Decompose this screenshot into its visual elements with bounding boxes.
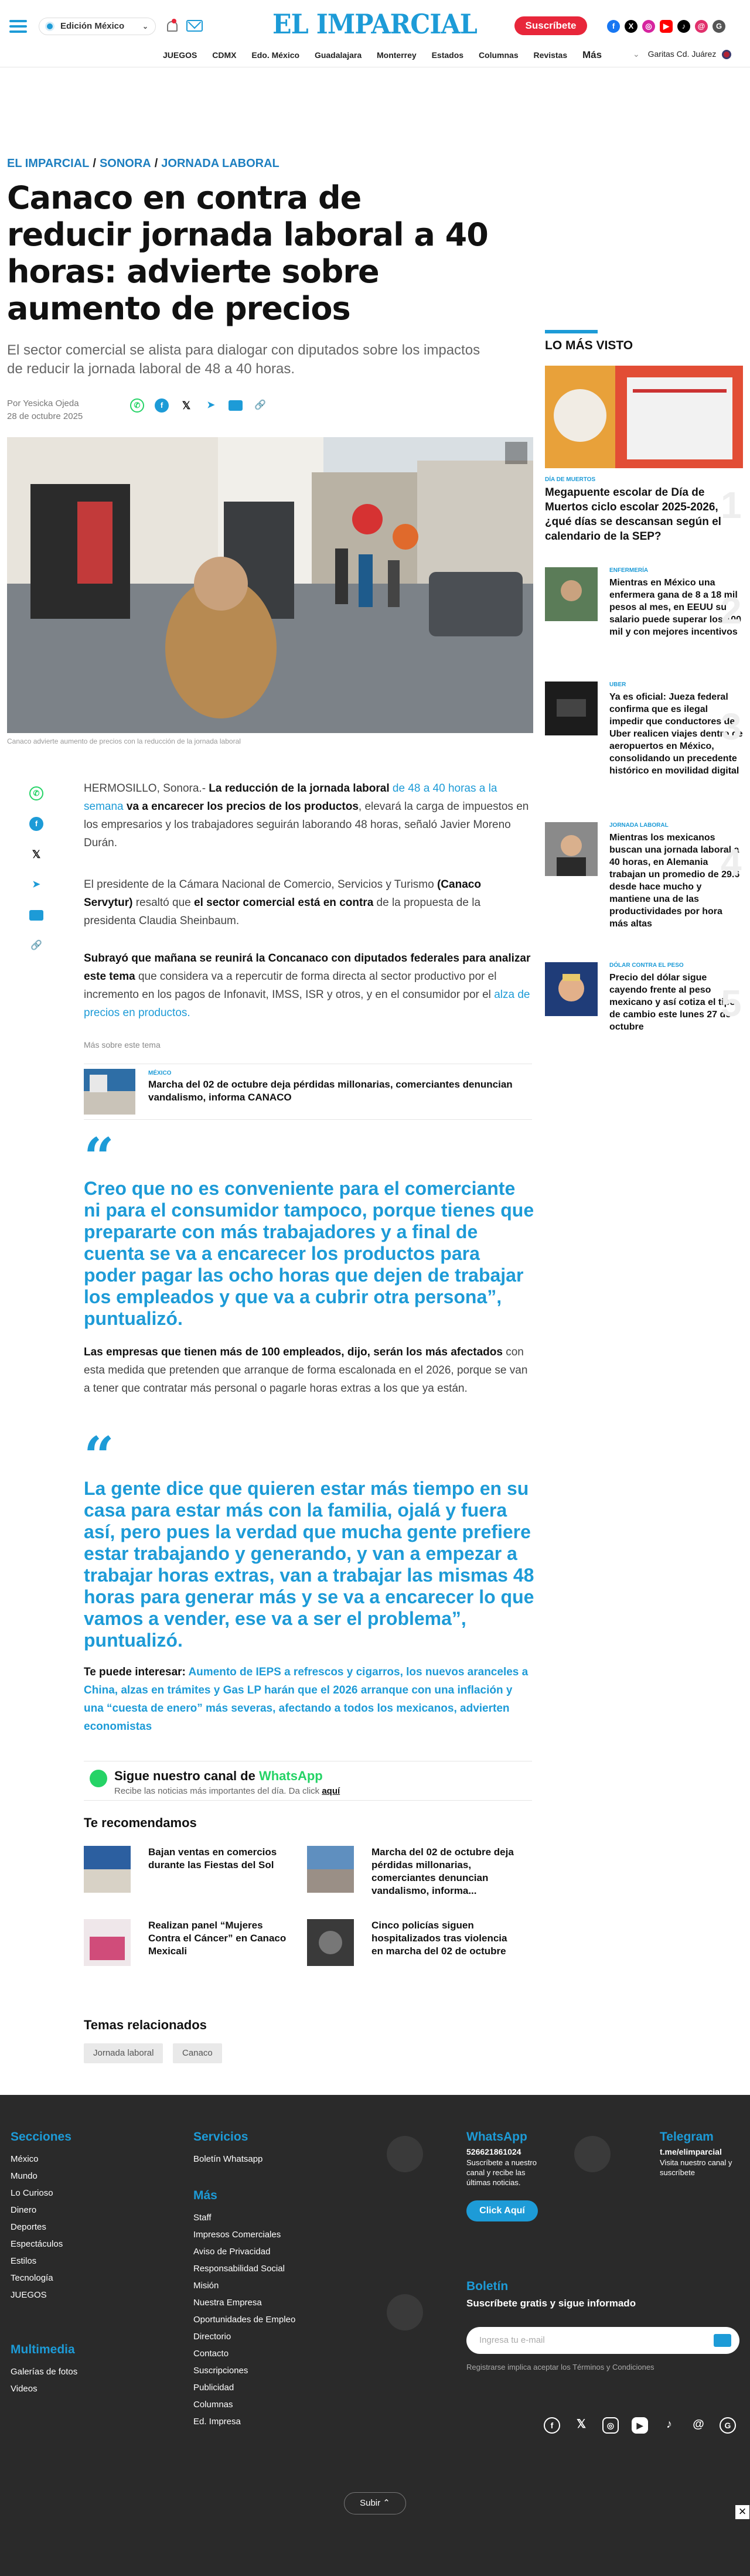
related-title[interactable]: Marcha del 02 de octubre deja pérdidas millonarias, comerciantes denuncian vandalismo, informa CANACO bbox=[148, 1079, 513, 1103]
interest-label: Te puede interesar: bbox=[84, 1666, 189, 1678]
telegram-icon bbox=[574, 2136, 611, 2172]
most-viewed-top-image[interactable] bbox=[545, 366, 743, 468]
footer-link[interactable]: Estilos bbox=[11, 2256, 37, 2266]
footer-secciones-list bbox=[11, 2151, 63, 2304]
byline bbox=[7, 397, 83, 423]
footer-link[interactable]: Contacto bbox=[193, 2349, 229, 2359]
related-tag: MÉXICO bbox=[148, 1070, 172, 1076]
most-viewed-tag: JORNADA LABORAL bbox=[609, 822, 669, 829]
newsletter-mail-icon[interactable] bbox=[186, 20, 203, 32]
most-viewed-thumbnail bbox=[545, 682, 598, 735]
flag-icon bbox=[722, 50, 731, 59]
whatsapp-brand-text: WhatsApp bbox=[258, 1769, 323, 1783]
nav-item-edo-mexico[interactable]: Edo. México bbox=[251, 50, 300, 60]
recommend-thumbnail bbox=[307, 1846, 354, 1893]
x-icon[interactable]: 𝕏 bbox=[576, 2418, 587, 2431]
author[interactable]: Por Yesicka Ojeda bbox=[7, 398, 79, 408]
email-share-icon[interactable] bbox=[29, 910, 43, 921]
rank-number: 1 bbox=[721, 484, 742, 526]
nav-item-mas[interactable]: Más bbox=[582, 49, 602, 60]
recommend-item[interactable] bbox=[307, 1919, 518, 1972]
menu-icon[interactable] bbox=[9, 20, 27, 33]
whatsapp-title bbox=[114, 1769, 323, 1784]
chevron-down-icon: ⌄ bbox=[633, 49, 640, 59]
footer-telegram-heading: Telegram bbox=[660, 2130, 714, 2144]
back-to-top-label: Subir bbox=[360, 2498, 381, 2508]
photo-caption: Canaco advierte aumento de precios con la reducción de la jornada laboral bbox=[7, 737, 241, 745]
threads-icon[interactable]: @ bbox=[693, 2418, 704, 2431]
section-accent-bar bbox=[545, 330, 598, 333]
copy-link-icon[interactable]: 🔗 bbox=[29, 939, 43, 953]
footer-link[interactable]: Deportes bbox=[11, 2222, 46, 2232]
whatsapp-text: Suscríbete a nuestro canal y recibe las últimas noticias. bbox=[466, 2158, 537, 2187]
whatsapp-number[interactable]: 526621861024 bbox=[466, 2147, 521, 2156]
footer-link[interactable]: Mundo bbox=[11, 2171, 38, 2181]
email-placeholder: Ingresa tu e-mail bbox=[479, 2335, 545, 2345]
article-photo[interactable] bbox=[7, 437, 533, 733]
instagram-icon[interactable]: ◎ bbox=[642, 20, 655, 33]
nav-item-cdmx[interactable]: CDMX bbox=[212, 50, 237, 60]
weather-label: Garitas Cd. Juárez bbox=[647, 49, 717, 59]
footer-link[interactable]: Directorio bbox=[193, 2332, 231, 2342]
footer-link[interactable]: Staff bbox=[193, 2213, 212, 2223]
bold-text: el sector comercial está en contra bbox=[194, 897, 374, 909]
footer-servicios-heading: Servicios bbox=[193, 2130, 248, 2144]
paragraph-1 bbox=[84, 779, 532, 852]
breadcrumb-jornada-laboral[interactable]: JORNADA LABORAL bbox=[161, 157, 279, 170]
most-viewed-top-tag: DÍA DE MUERTOS bbox=[545, 476, 596, 483]
most-viewed-title[interactable]: Ya es oficial: Jueza federal confirma que es ilegal impedir que conductores de Uber realicen viajes dentro de aeropuertos en México, consolidando un precedente histórico en movilidad digital bbox=[609, 692, 743, 776]
site-logo[interactable]: EL IMPARCIAL bbox=[272, 8, 477, 40]
bold-text: Subrayó que mañana se reunirá la Concanaco con diputados federales para analizar este tema bbox=[84, 952, 531, 983]
youtube-icon[interactable]: ▶ bbox=[660, 20, 673, 33]
edition-selector[interactable] bbox=[39, 18, 156, 35]
facebook-share-icon[interactable]: f bbox=[29, 817, 43, 831]
footer-link[interactable]: Oportunidades de Empleo bbox=[193, 2315, 296, 2325]
footer-link[interactable]: Columnas bbox=[193, 2400, 233, 2410]
footer-link[interactable]: México bbox=[11, 2154, 39, 2164]
instagram-icon[interactable]: ◎ bbox=[602, 2417, 619, 2434]
footer-mas-heading: Más bbox=[193, 2189, 217, 2202]
most-viewed-tag: DÓLAR CONTRA EL PESO bbox=[609, 962, 684, 969]
paragraph-text: con esta medida que pretenden que arranque de forma escalonada en el 2026, porque se van a tener que contratar más personal o pagarle horas extras a los que ya están. bbox=[84, 1346, 528, 1395]
footer-link[interactable]: Espectáculos bbox=[11, 2239, 63, 2249]
recommend-thumbnail bbox=[84, 1919, 131, 1966]
paragraph-text: que considera va a repercutir de forma directa al sector productivo por el incremento en los pagos de Infonavit, IMSS, ISR y otros, y en el consumidor por el bbox=[84, 970, 497, 1001]
whatsapp-share-icon[interactable]: ✆ bbox=[29, 786, 43, 800]
footer-link[interactable]: JUEGOS bbox=[11, 2290, 47, 2300]
bold-text: (Canaco Servytur) bbox=[84, 878, 481, 909]
whatsapp-click-button[interactable]: Click Aquí bbox=[466, 2200, 538, 2221]
whatsapp-share-icon[interactable]: ✆ bbox=[130, 398, 144, 413]
inline-link[interactable]: alza de precios en productos. bbox=[84, 989, 530, 1019]
email-share-icon[interactable] bbox=[229, 400, 243, 411]
paragraph-3 bbox=[84, 949, 532, 1022]
copy-link-icon[interactable]: 🔗 bbox=[253, 398, 267, 413]
footer-multimedia-heading: Multimedia bbox=[11, 2343, 75, 2356]
bold-text: va a encarecer los precios de los productos bbox=[123, 800, 359, 813]
whatsapp-title-text: Sigue nuestro canal de bbox=[114, 1769, 259, 1783]
footer-boletin-heading: Boletín bbox=[466, 2279, 509, 2293]
facebook-icon[interactable]: f bbox=[544, 2417, 560, 2434]
related-thumbnail bbox=[84, 1069, 135, 1115]
recommend-thumbnail bbox=[307, 1919, 354, 1966]
terms-text[interactable]: Registrarse implica aceptar los Términos y Condiciones bbox=[466, 2363, 654, 2371]
paragraph-text: resaltó que bbox=[132, 897, 194, 909]
recommend-item[interactable] bbox=[84, 1846, 295, 1899]
dateline: HERMOSILLO, Sonora.- bbox=[84, 782, 209, 795]
whatsapp-icon bbox=[90, 1770, 107, 1787]
back-to-top-button[interactable]: Subir ⌃ bbox=[344, 2492, 406, 2514]
recommend-item[interactable] bbox=[84, 1919, 295, 1972]
inline-link[interactable]: de 48 a 40 horas a la semana bbox=[84, 782, 497, 813]
footer-secciones-heading: Secciones bbox=[11, 2130, 71, 2144]
publish-date: 28 de octubre 2025 bbox=[7, 411, 83, 421]
recommend-title[interactable]: Cinco policías siguen hospitalizados tras violencia en marcha del 02 de octubre bbox=[371, 1920, 507, 1957]
site-header bbox=[0, 0, 750, 67]
x-share-icon[interactable]: 𝕏 bbox=[29, 847, 43, 861]
most-viewed-tag: ENFERMERÍA bbox=[609, 567, 649, 574]
rank-number: 3 bbox=[721, 706, 742, 748]
interest-link[interactable]: Aumento de IEPS a refrescos y cigarros, los nuevos aranceles a China, alzas en trámites y Gas LP harán que el 2026 arranque con una inflación y una “cuesta de enero” más severas, afectando a todos los mexicanos, advierten economistas bbox=[84, 1666, 529, 1733]
rank-number: 4 bbox=[721, 841, 742, 884]
paragraph-text: El presidente de la Cámara Nacional de Comercio, Servicios y Turismo bbox=[84, 878, 437, 891]
recommend-item[interactable] bbox=[307, 1846, 518, 1899]
x-share-icon[interactable]: 𝕏 bbox=[179, 398, 193, 413]
nav-item-juegos[interactable]: JUEGOS bbox=[163, 50, 197, 60]
close-ad-button[interactable]: × bbox=[735, 2505, 749, 2519]
mail-icon bbox=[387, 2294, 423, 2330]
whatsapp-click-link[interactable]: aquí bbox=[322, 1786, 340, 1796]
paragraph-2 bbox=[84, 875, 532, 930]
most-viewed-heading: LO MÁS VISTO bbox=[545, 339, 633, 352]
paragraph-text: de la propuesta de la presidenta Claudia Sheinbaum. bbox=[84, 897, 481, 927]
most-viewed-thumbnail bbox=[545, 962, 598, 1016]
footer-link[interactable]: Responsabilidad Social bbox=[193, 2264, 285, 2274]
google-news-icon[interactable]: G bbox=[720, 2417, 736, 2434]
article-summary: El sector comercial se alista para dialogar con diputados sobre los impactos de reducir la jornada laboral de 48 a 40 horas. bbox=[7, 342, 480, 377]
google-news-icon[interactable]: G bbox=[712, 20, 725, 33]
most-viewed-tag: UBER bbox=[609, 682, 626, 688]
facebook-icon[interactable]: f bbox=[607, 20, 620, 33]
topic-tag[interactable]: Jornada laboral bbox=[84, 2043, 163, 2063]
nav-item-monterrey[interactable]: Monterrey bbox=[377, 50, 417, 60]
telegram-handle[interactable]: t.me/elimparcial bbox=[660, 2147, 722, 2156]
facebook-share-icon[interactable]: f bbox=[155, 398, 169, 413]
most-viewed-thumbnail bbox=[545, 567, 598, 621]
paragraph-text: , elevará la carga de impuestos en los empresarios y los trabajadores seguirán laborando 48 horas, señaló Javier Moreno Durán. bbox=[84, 800, 529, 849]
pull-quote-1: Creo que no es conveniente para el comerciante ni para el consumidor tampoco, porque tienes que prepararte con más trabajadores y a final de cuenta se va a encarecer los productos para poder pagar las ocho horas que dejen de trabajar los empleados y que va a cubrir otra persona”, puntualizó. bbox=[84, 1178, 534, 1329]
telegram-share-icon[interactable]: ➤ bbox=[29, 878, 43, 892]
quote-icon: “ bbox=[84, 1425, 114, 1487]
footer-link[interactable]: Nuestra Empresa bbox=[193, 2298, 262, 2308]
x-icon[interactable]: X bbox=[625, 20, 638, 33]
tiktok-icon[interactable]: ♪ bbox=[677, 20, 690, 33]
most-viewed-top-title[interactable]: Megapuente escolar de Día de Muertos ciclo escolar 2025-2026, ¿qué días se descansan según el calendario de la SEP? bbox=[545, 486, 721, 543]
footer-link[interactable]: Publicidad bbox=[193, 2383, 234, 2393]
interest-paragraph bbox=[84, 1663, 532, 1736]
nav-item-estados[interactable]: Estados bbox=[431, 50, 464, 60]
most-viewed-title[interactable]: Mientras los mexicanos buscan una jornada laboral a 40 horas, en Alemania trabajan un promedio de 29.6 desde hace mucho y mantiene una de las productividades por hora más altas bbox=[609, 833, 740, 929]
pull-quote-2: La gente dice que quieren estar más tiempo en su casa para estar más con la familia, ojalá y fuera así, pero pues la verdad que mucha gente prefiere estar trabajando y generando, y van a empezar a trabajar horas extras, van a trabajar las mismas 48 horas para generar más y se va a encarecer lo que vamos a vender, ese va a ser el problema”, puntualizó. bbox=[84, 1478, 534, 1651]
whatsapp-sub bbox=[114, 1786, 340, 1796]
more-about-label: Más sobre este tema bbox=[84, 1040, 161, 1050]
topic-tag[interactable]: Canaco bbox=[173, 2043, 222, 2063]
youtube-icon[interactable]: ▶ bbox=[632, 2417, 648, 2434]
breadcrumb-home[interactable]: EL IMPARCIAL bbox=[7, 157, 90, 170]
footer-link[interactable]: Lo Curioso bbox=[11, 2188, 53, 2198]
footer-link[interactable]: Videos bbox=[11, 2384, 38, 2394]
most-viewed-title[interactable]: Mientras en México una enfermera gana de 8 a 18 mil pesos al mes, en EEUU su salario puede superar los 100 mil y con mejores incentivos bbox=[609, 578, 741, 637]
bold-text: Las empresas que tienen más de 100 empleados, dijo, serán los más afectados bbox=[84, 1346, 503, 1358]
footer-link[interactable]: Galerías de fotos bbox=[11, 2367, 78, 2377]
breadcrumb: EL IMPARCIAL / SONORA / JORNADA LABORAL bbox=[7, 157, 279, 170]
telegram-text: Visita nuestro canal y suscríbete bbox=[660, 2158, 732, 2177]
globe-icon bbox=[45, 22, 54, 31]
recommend-title[interactable]: Realizan panel “Mujeres Contra el Cáncer” en Canaco Mexicali bbox=[148, 1920, 287, 1957]
boletin-subtitle: Suscríbete gratis y sigue informado bbox=[466, 2298, 636, 2309]
footer-multimedia-list bbox=[11, 2363, 77, 2397]
whatsapp-channel-banner[interactable] bbox=[84, 1761, 532, 1801]
footer-whatsapp-heading: WhatsApp bbox=[466, 2130, 527, 2144]
street-scene-image bbox=[7, 437, 533, 733]
footer-mas-list bbox=[193, 2209, 295, 2430]
main-nav bbox=[163, 49, 615, 63]
most-viewed-title[interactable]: Precio del dólar sigue cayendo frente al peso mexicano y así cotiza el tipo de cambio este lunes 27 de octubre bbox=[609, 973, 736, 1032]
footer-link[interactable]: Impresos Comerciales bbox=[193, 2230, 281, 2240]
footer-link[interactable]: Misión bbox=[193, 2281, 219, 2291]
recommend-thumbnail bbox=[84, 1846, 131, 1893]
chevron-down-icon: ⌄ bbox=[142, 22, 148, 30]
weather-widget[interactable] bbox=[633, 49, 731, 59]
recommend-heading: Te recomendamos bbox=[84, 1815, 197, 1830]
breadcrumb-sonora[interactable]: SONORA bbox=[99, 157, 151, 170]
subscribe-button[interactable]: Suscríbete bbox=[514, 16, 587, 35]
footer-link[interactable]: Tecnología bbox=[11, 2273, 53, 2283]
recommend-title[interactable]: Marcha del 02 de octubre deja pérdidas millonarias, comerciantes denuncian vandalismo, informa... bbox=[371, 1846, 514, 1896]
footer-link[interactable]: Dinero bbox=[11, 2205, 37, 2215]
phone-icon bbox=[387, 2136, 423, 2172]
tiktok-icon[interactable]: ♪ bbox=[666, 2418, 672, 2431]
bold-text: La reducción de la jornada laboral bbox=[209, 782, 390, 795]
email-input[interactable] bbox=[466, 2327, 739, 2354]
telegram-share-icon[interactable]: ➤ bbox=[204, 398, 218, 413]
footer-link[interactable]: Aviso de Privacidad bbox=[193, 2247, 271, 2257]
whatsapp-sub-text: Recibe las noticias más importantes del día. Da click bbox=[114, 1786, 322, 1796]
footer-link[interactable]: Ed. Impresa bbox=[193, 2417, 241, 2427]
footer-link[interactable]: Suscripciones bbox=[193, 2366, 248, 2376]
nav-item-columnas[interactable]: Columnas bbox=[478, 50, 519, 60]
article-title: Canaco en contra de reducir jornada laboral a 40 horas: advierte sobre aumento de precios bbox=[7, 179, 488, 327]
quote-icon: “ bbox=[84, 1126, 114, 1188]
recommend-title[interactable]: Bajan ventas en comercios durante las Fiestas del Sol bbox=[148, 1846, 277, 1870]
edition-label: Edición México bbox=[60, 21, 125, 31]
notification-bell-icon[interactable] bbox=[165, 19, 178, 33]
threads-icon[interactable]: @ bbox=[695, 20, 708, 33]
related-topics-heading: Temas relacionados bbox=[84, 2018, 207, 2032]
footer-link[interactable]: Boletín Whatsapp bbox=[193, 2154, 263, 2164]
send-icon[interactable] bbox=[714, 2334, 731, 2347]
most-viewed-thumbnail bbox=[545, 822, 598, 876]
rank-number: 2 bbox=[721, 590, 742, 632]
paragraph-4 bbox=[84, 1343, 532, 1398]
nav-item-guadalajara[interactable]: Guadalajara bbox=[314, 50, 362, 60]
related-article-card[interactable] bbox=[84, 1064, 532, 1120]
rank-number: 5 bbox=[721, 982, 742, 1024]
nav-item-revistas[interactable]: Revistas bbox=[533, 50, 568, 60]
